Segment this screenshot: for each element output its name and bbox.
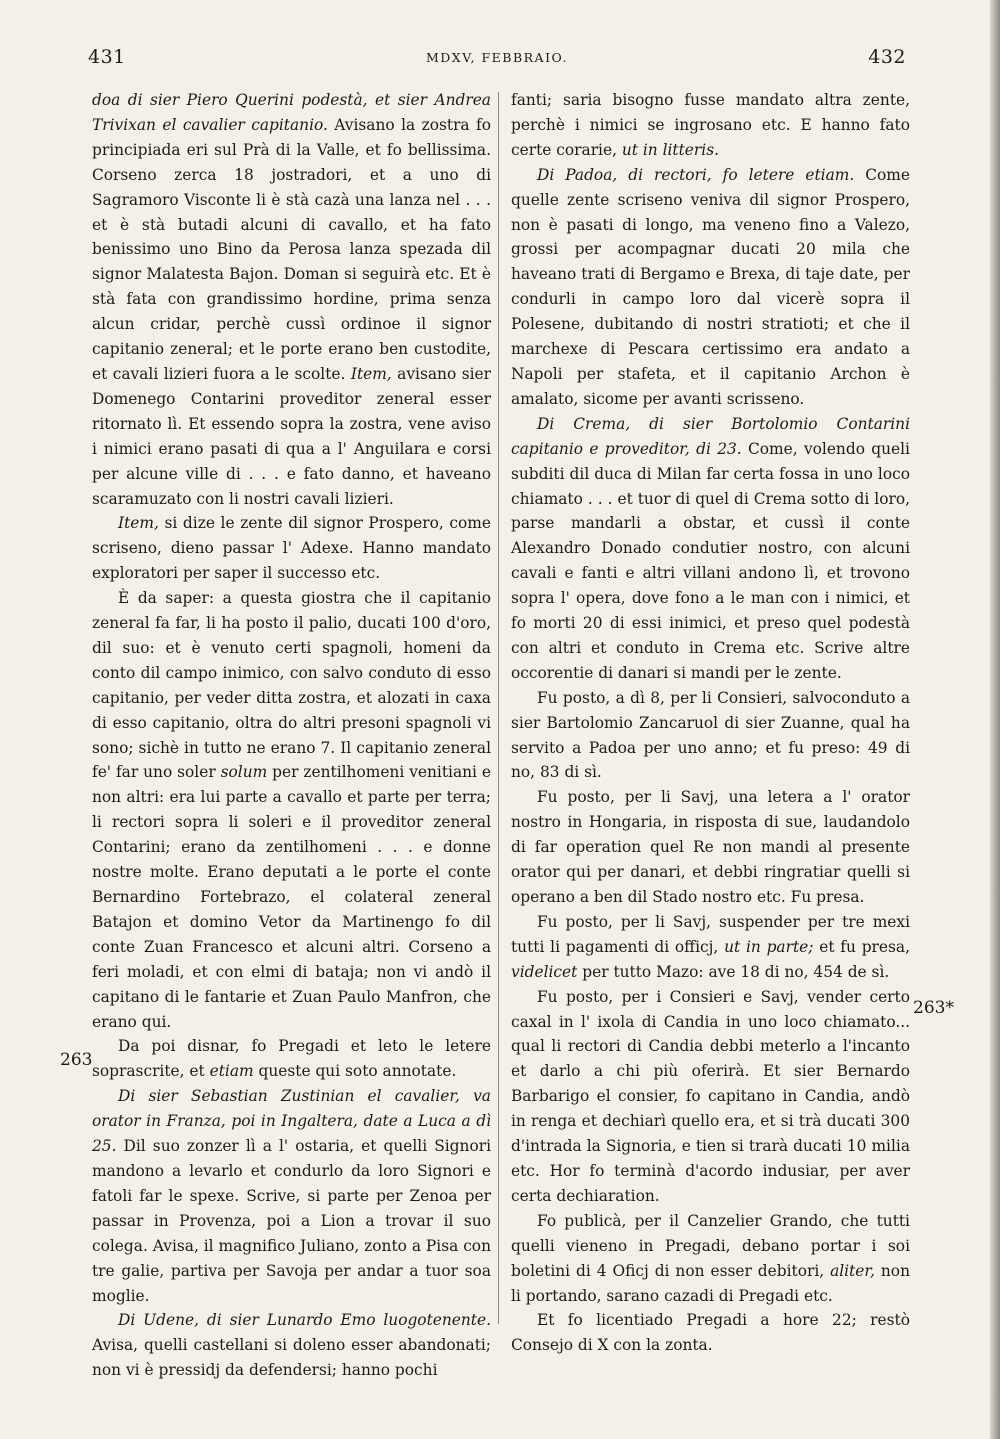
text-run: Avisano la zostra fo principiada eri sul Prà di la Valle, et fo bellissima. Corseno zerca 18 jostradori, et a uno di Sagramoro Visconte li è stà cazà una lanza nel . . . et è stà butadi alcuni di cavallo, et ha fato benissimo uno Bino da Perosa lanza spezada dil signor Malatesta Bajon. Doman si seguirà etc. Et è stà fata con grandissimo hordine, prima senza alcun cridar, perchè cussì ordinoe il signor capitanio zeneral; et le porte erano ben custodite, et cavali lizieri fuora a le scolte. bbox=[92, 115, 491, 383]
paragraph bbox=[92, 1034, 491, 1084]
text-run: si dize le zente dil signor Prospero, come scriseno, dieno passar l' Adexe. Hanno mandato exploratori per saper il successo etc. bbox=[92, 514, 491, 583]
text-run: Da poi disnar, fo Pregadi et leto le letere soprascrite, et bbox=[92, 1037, 491, 1081]
text-run: per zentilhomeni venitiani e non altri: era lui parte a cavallo et parte per terra; li rectori sopra li soleri e il proveditor zeneral Contarini; erano da zentilhomeni . . . e donne nostre molte. Erano deputati a le porte el conte Bernardino Fortebrazo, el colateral zeneral Batajon et domino Vetor da Martinengo fo dil conte Zuan Francesco et alcuni altri. Corseno a feri moladi, et con elmi di bataja; non vi andò il capitano di le fantarie et Zuan Paulo Manfron, che erano qui. bbox=[92, 763, 491, 1031]
text-run: non li portando, sarano cazadi di Pregadi etc. bbox=[511, 1261, 910, 1305]
running-title: MDXV, FEBBRAIO. bbox=[425, 50, 569, 65]
italic-text: Item, bbox=[118, 514, 159, 533]
right-margin-number: 263* bbox=[913, 998, 954, 1018]
italic-text: Di sier Sebastian Zustinian el cavalier, va orator in Franza, poi in Ingaltera, date a Luca a dì 25. bbox=[92, 1087, 491, 1156]
column-divider bbox=[498, 92, 499, 1324]
italic-text: aliter, bbox=[830, 1261, 875, 1280]
right-column bbox=[511, 88, 910, 1358]
italic-text: solum bbox=[220, 763, 268, 782]
paragraph bbox=[92, 511, 491, 586]
paragraph bbox=[92, 586, 491, 1034]
paragraph bbox=[511, 686, 910, 786]
italic-text: Di Crema, di sier Bortolomio Contarini capitanio e proveditor, di 23. bbox=[511, 414, 910, 458]
text-run: queste qui soto annotate. bbox=[253, 1062, 457, 1081]
paragraph bbox=[511, 1308, 910, 1358]
paragraph bbox=[92, 1308, 491, 1383]
paragraph bbox=[511, 785, 910, 910]
text-run: Come, volendo queli subditi dil duca di Milan far certa fossa in uno loco chiamato . . . et tuor di quel di Crema sotto di loro, parse mandarli a obstar, et cussì il conte Alexandro Donado condutier nostro, con alcuni cavali e fanti e altri villani andono lì, et trovono sopra l' opera, dove fono a le man con i nimici, et fo morti 20 di essi inimici, et preso quel podestà con altri et conduto in Crema etc. Scrive altre occorentie di danari si mandi per le zente. bbox=[511, 439, 910, 682]
italic-text: videlicet bbox=[511, 962, 578, 981]
text-run: Fu posto, per li Savj, una letera a l' orator nostro in Hongaria, in risposta di sue, laudandolo di far operation quel Re non mandi al presente orator qui per danari, et debbi ringratiar quelli si operano a ben dil Stado nostro etc. Fu presa. bbox=[511, 788, 910, 906]
text-run: Fu posto, per li Savj, suspender per tre mexi tutti li pagamenti di officj, bbox=[511, 912, 910, 956]
italic-text: etiam bbox=[209, 1062, 254, 1081]
page-edge-shadow bbox=[990, 0, 1000, 1439]
left-page-number: 431 bbox=[88, 46, 126, 68]
text-run: È da saper: a questa giostra che il capitanio zeneral fa far, li ha posto il palio, ducati 100 d'oro, dil suo: et è venuto certi spagnoli, homeni da conto dil campo inimico, con salvo conduto di esso capitanio, per veder ditta zostra, et alozati in caxa di esso capitanio, oltra do altri presoni spagnoli vi sono; sichè in tutto ne erano 7. Il capitanio zeneral fe' far uno soler bbox=[92, 589, 491, 782]
page-header bbox=[88, 46, 906, 76]
right-page-number: 432 bbox=[868, 46, 906, 68]
paragraph bbox=[511, 88, 910, 163]
paragraph bbox=[92, 1084, 491, 1308]
text-run: Fu posto, a dì 8, per li Consieri, salvoconduto a sier Bartolomio Zancaruol di sier Zuanne, qual ha servito a Padoa per uno anno; et fu preso: 49 di no, 83 di sì. bbox=[511, 688, 910, 782]
text-run: avisano sier Domenego Contarini proveditor zeneral esser ritornato lì. Et essendo sopra la zostra, vene aviso i nimici erano pasati di qua a l' Anguilara e corsi per alcune ville di . . . e fato danno, et haveano scaramuzato con li nostri cavali lizieri. bbox=[92, 364, 491, 508]
text-run: et fu presa, bbox=[813, 937, 910, 956]
paragraph bbox=[511, 985, 910, 1209]
italic-text: Di Padoa, di rectori, fo letere etiam. bbox=[537, 165, 855, 184]
italic-text: doa di sier Piero Querini podestà, et sier Andrea Trivixan el cavalier capitanio. bbox=[92, 91, 491, 134]
text-run: Dil suo zonzer lì a l' ostaria, et quelli Signori mandono a levarlo et condurlo da loro Signori e fatoli far le spexe. Scrive, si parte per Zenoa per passar in Provenza, poi a Lion a trovar il suo colega. Avisa, il magnifico Juliano, zonto a Pisa con tre galie, partiva per Savoja per andar a tuor soa moglie. bbox=[92, 1137, 491, 1305]
paragraph bbox=[511, 412, 910, 686]
italic-text: Item, bbox=[350, 364, 392, 383]
text-run: Come quelle zente scriseno veniva dil signor Prospero, non è pasati di longo, ma veneno fino a Valezo, grossi per acompagnar ducati 20 mila che haveano trati di Bergamo e Brexa, di taje date, per condurli in campo loro dal vicerè sopra il Polesene, dubitando di nostri stratioti; et che il marchexe di Pescara certissimo era andato a Napoli per stafeta, et il capitanio Archon è amalato, sicome per avanti scrisseno. bbox=[511, 165, 910, 408]
left-column bbox=[92, 88, 491, 1383]
paragraph bbox=[511, 910, 910, 985]
paragraph bbox=[511, 1209, 910, 1309]
text-run: per tutto Mazo: ave 18 di no, 454 de sì. bbox=[577, 962, 890, 981]
text-run: Fo publicà, per il Canzelier Grando, che tutti quelli vieneno in Pregadi, debano portar i soi boletini di 4 Oficj di non esser debitori, bbox=[511, 1211, 910, 1280]
italic-text: Di Udene, di sier Lunardo Emo luogotenente. bbox=[118, 1311, 491, 1330]
paragraph bbox=[92, 88, 491, 511]
italic-text: ut in parte; bbox=[724, 937, 814, 956]
italic-text: ut in litteris. bbox=[621, 140, 719, 159]
paragraph bbox=[511, 163, 910, 412]
text-run: fanti; saria bisogno fusse mandato altra zente, perchè i nimici se ingrosano etc. E hanno fato certe corarie, bbox=[511, 91, 910, 159]
text-run: Fu posto, per i Consieri e Savj, vender certo caxal in l' ixola di Candia in uno loco chiamato... qual li rectori di Candia debbi meterlo a l'incanto et darlo a chi più oferirà. Et sier Bernardo Barbarigo el consier, fo capitano in Candia, andò in renga et dechiarì quello era, et si trà ducati 300 d'intrada la Signoria, e tien si trarà ducati 10 milia etc. Hor fo terminà d'acordo indusiar, per aver certa dechiaration. bbox=[511, 987, 910, 1205]
text-run: Avisa, quelli castellani si doleno esser abandonati; non vi è pressidj da defendersi; hanno pochi bbox=[92, 1336, 491, 1380]
text-run: Et fo licentiado Pregadi a hore 22; restò Consejo di X con la zonta. bbox=[511, 1311, 910, 1355]
left-margin-number: 263 bbox=[60, 1050, 93, 1070]
